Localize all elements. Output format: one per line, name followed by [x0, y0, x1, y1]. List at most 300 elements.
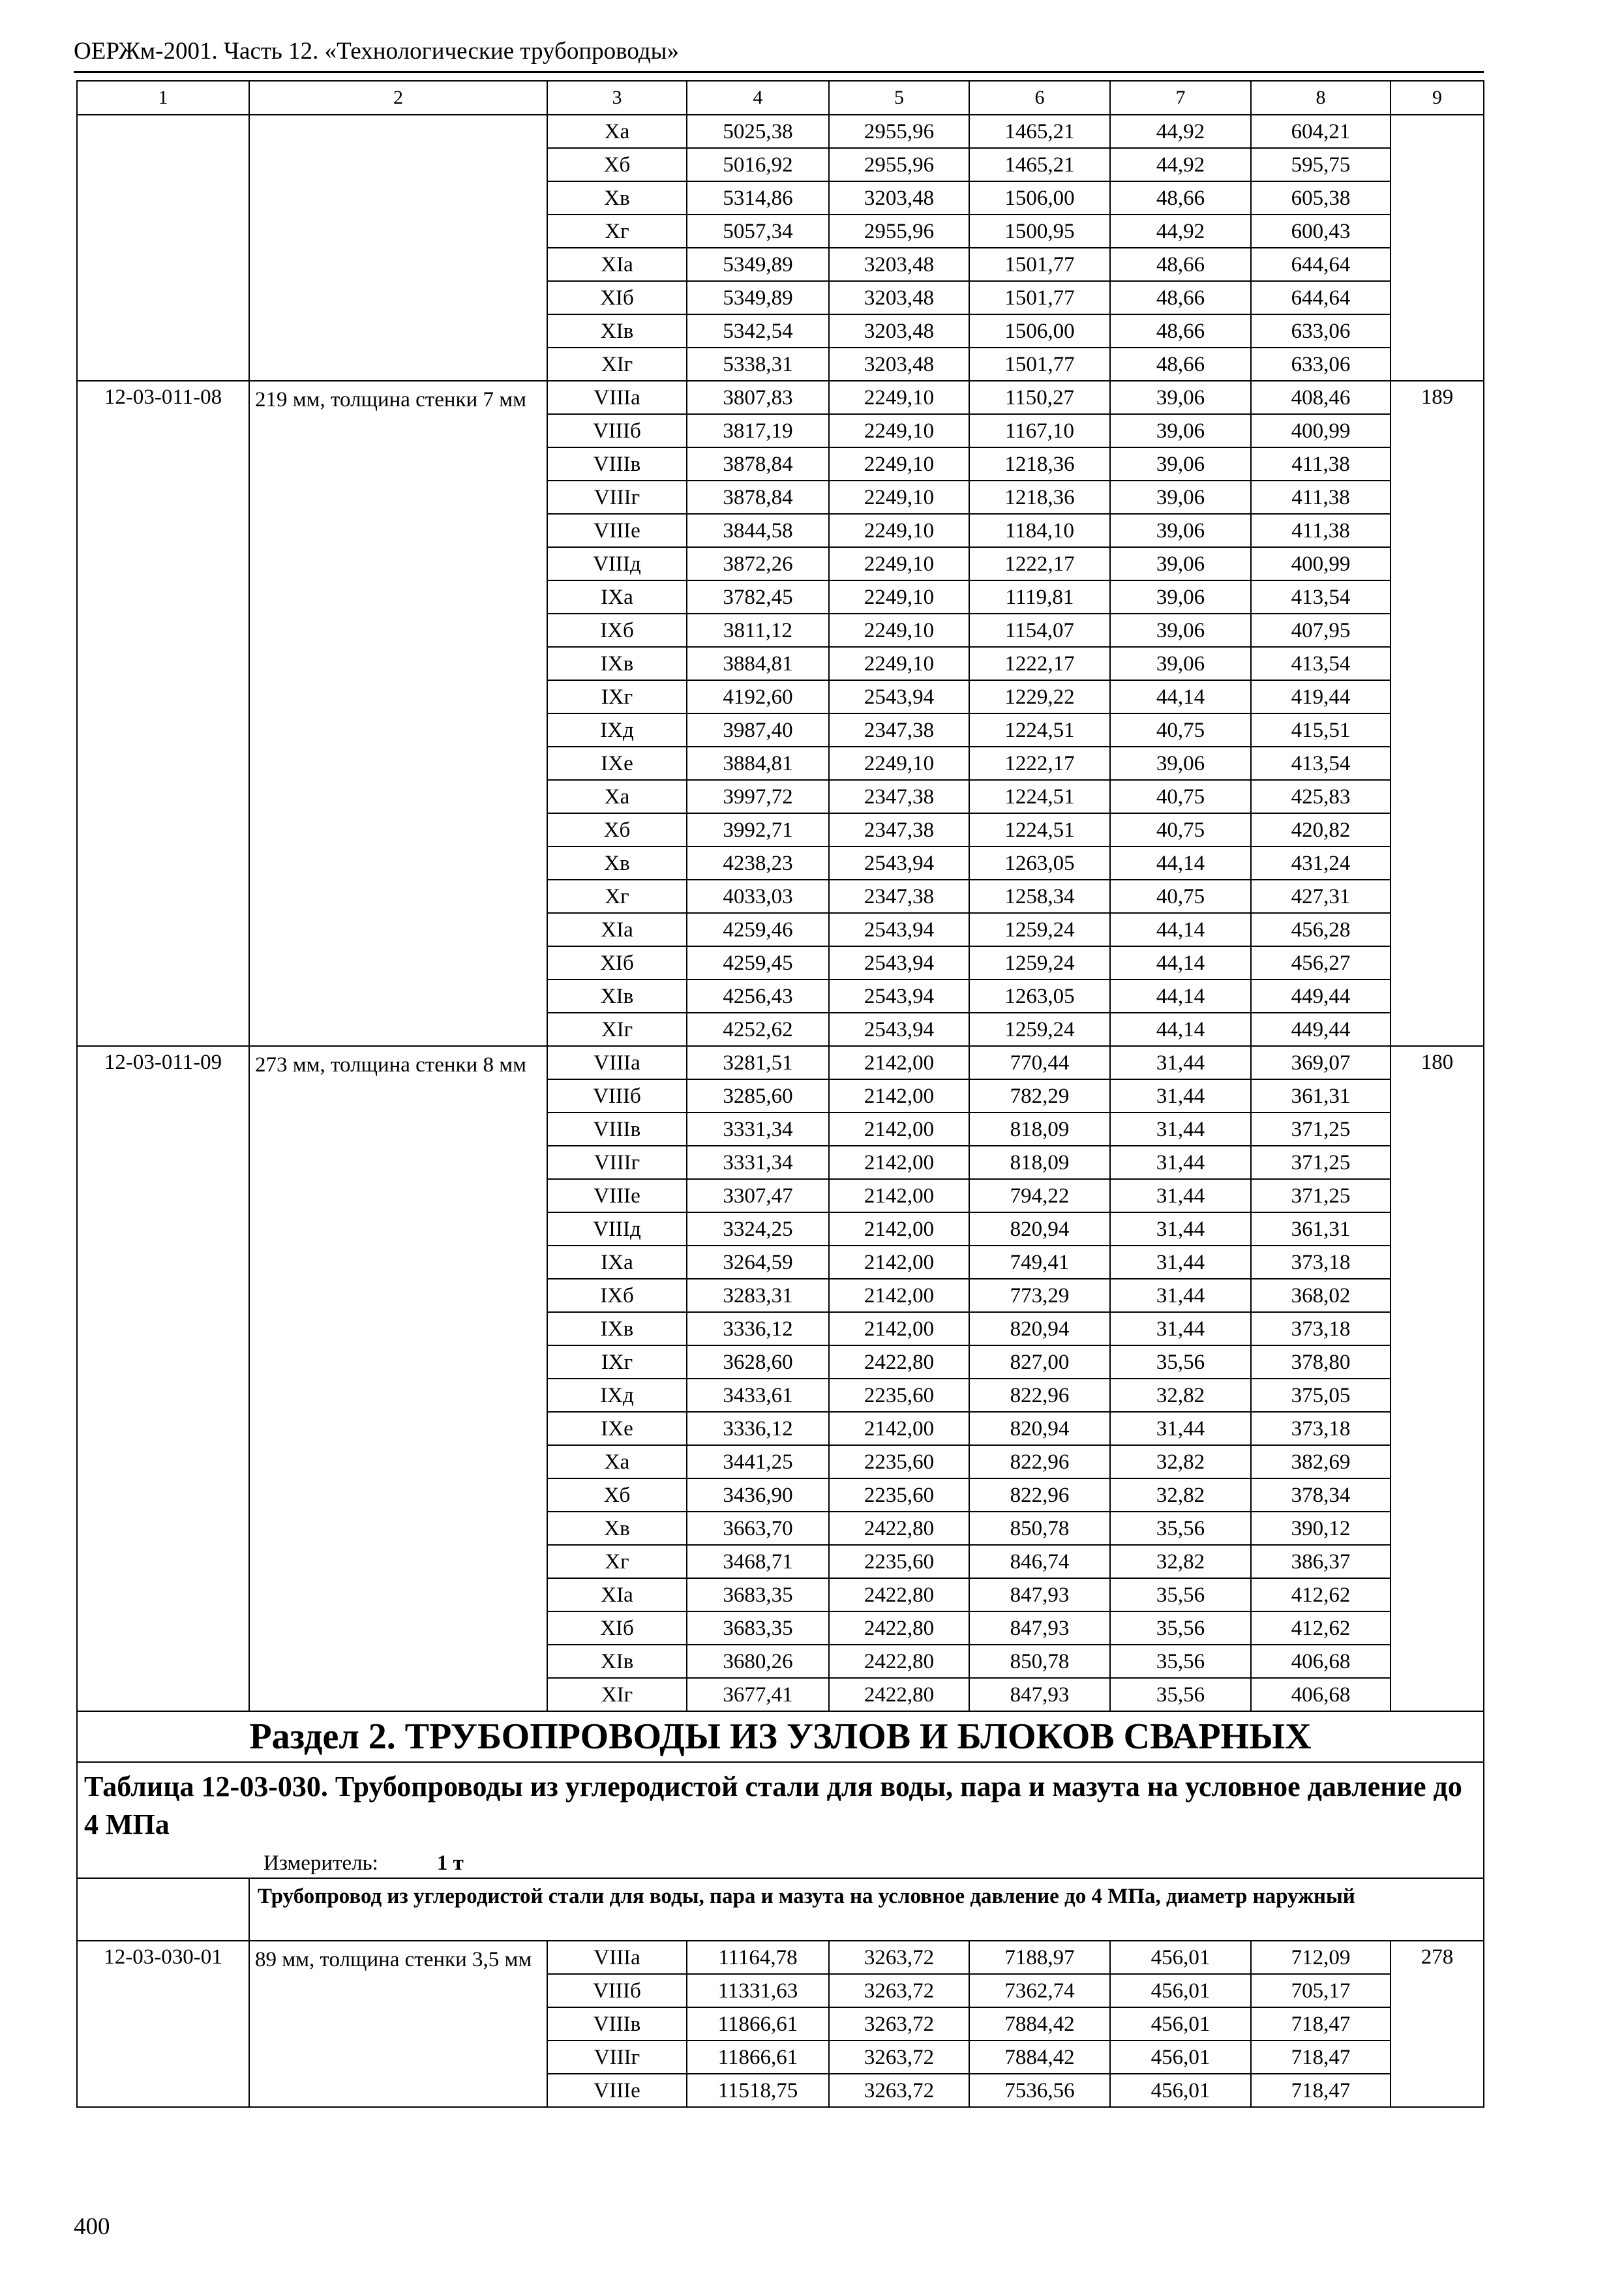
total-cost: 3436,90 [687, 1478, 829, 1512]
machine-cost: 1218,36 [969, 481, 1110, 514]
operator-wages: 31,44 [1110, 1279, 1251, 1312]
column-number: 7 [1110, 81, 1251, 115]
total-cost: 4256,43 [687, 980, 829, 1013]
materials-cost: 449,44 [1251, 1013, 1391, 1046]
operator-wages: 40,75 [1110, 713, 1251, 747]
labor-cost: 2347,38 [829, 880, 969, 913]
machine-cost: 1258,34 [969, 880, 1110, 913]
zone-code: XIг [547, 1013, 687, 1046]
labor-cost: 3263,72 [829, 2007, 969, 2041]
operator-wages: 31,44 [1110, 1146, 1251, 1179]
total-cost: 4252,62 [687, 1013, 829, 1046]
machine-cost: 1150,27 [969, 381, 1110, 414]
zone-code: VIIIе [547, 1179, 687, 1212]
labor-cost: 2249,10 [829, 614, 969, 647]
labor-hours [1391, 115, 1484, 381]
labor-cost: 2142,00 [829, 1246, 969, 1279]
total-cost: 3283,31 [687, 1279, 829, 1312]
column-number: 4 [687, 81, 829, 115]
labor-cost: 3203,48 [829, 248, 969, 281]
section-title: Раздел 2. ТРУБОПРОВОДЫ ИЗ УЗЛОВ И БЛОКОВ СВАРНЫХ [77, 1711, 1484, 1762]
page-number: 400 [74, 2213, 110, 2240]
materials-cost: 644,64 [1251, 248, 1391, 281]
zone-code: VIIIб [547, 1974, 687, 2007]
operator-wages: 39,06 [1110, 514, 1251, 547]
labor-cost: 2543,94 [829, 1013, 969, 1046]
labor-cost: 2955,96 [829, 115, 969, 148]
rate-description: 89 мм, толщина стенки 3,5 мм [249, 1941, 547, 2107]
labor-cost: 3263,72 [829, 2041, 969, 2074]
zone-code: VIIIе [547, 2074, 687, 2107]
total-cost: 3281,51 [687, 1046, 829, 1079]
labor-cost: 2249,10 [829, 580, 969, 614]
materials-cost: 605,38 [1251, 181, 1391, 215]
table-title-cell [77, 1762, 1484, 1878]
operator-wages: 31,44 [1110, 1113, 1251, 1146]
total-cost: 3285,60 [687, 1079, 829, 1113]
materials-cost: 449,44 [1251, 980, 1391, 1013]
materials-cost: 718,47 [1251, 2041, 1391, 2074]
machine-cost: 1500,95 [969, 215, 1110, 248]
labor-cost: 2142,00 [829, 1046, 969, 1079]
operator-wages: 35,56 [1110, 1345, 1251, 1379]
section-row [77, 1711, 1484, 1762]
machine-cost: 794,22 [969, 1179, 1110, 1212]
machine-cost: 770,44 [969, 1046, 1110, 1079]
zone-code: Xб [547, 813, 687, 846]
table-row [77, 115, 1484, 148]
operator-wages: 39,06 [1110, 580, 1251, 614]
machine-cost: 1222,17 [969, 747, 1110, 780]
operator-wages: 44,14 [1110, 1013, 1251, 1046]
zone-code: VIIIв [547, 2007, 687, 2041]
zone-code: XIв [547, 314, 687, 348]
zone-code: XIв [547, 980, 687, 1013]
total-cost: 11518,75 [687, 2074, 829, 2107]
rates-table [76, 80, 1484, 2108]
materials-cost: 373,18 [1251, 1312, 1391, 1345]
zone-code: VIIIa [547, 1941, 687, 1974]
machine-cost: 1119,81 [969, 580, 1110, 614]
labor-cost: 2422,80 [829, 1345, 969, 1379]
labor-cost: 2543,94 [829, 913, 969, 946]
materials-cost: 411,38 [1251, 481, 1391, 514]
total-cost: 3997,72 [687, 780, 829, 813]
labor-cost: 2249,10 [829, 447, 969, 481]
total-cost: 3782,45 [687, 580, 829, 614]
labor-cost: 2955,96 [829, 215, 969, 248]
operator-wages: 31,44 [1110, 1179, 1251, 1212]
operator-wages: 44,14 [1110, 946, 1251, 980]
zone-code: VIIIе [547, 514, 687, 547]
operator-wages: 48,66 [1110, 314, 1251, 348]
operator-wages: 39,06 [1110, 414, 1251, 447]
materials-cost: 413,54 [1251, 580, 1391, 614]
total-cost: 3324,25 [687, 1212, 829, 1246]
total-cost: 3331,34 [687, 1146, 829, 1179]
measure-value: 1 т [436, 1851, 464, 1875]
total-cost: 3817,19 [687, 414, 829, 447]
materials-cost: 368,02 [1251, 1279, 1391, 1312]
labor-cost: 2235,60 [829, 1379, 969, 1412]
materials-cost: 375,05 [1251, 1379, 1391, 1412]
machine-cost: 850,78 [969, 1512, 1110, 1545]
operator-wages: 456,01 [1110, 2041, 1251, 2074]
materials-cost: 406,68 [1251, 1645, 1391, 1678]
materials-cost: 406,68 [1251, 1678, 1391, 1711]
zone-code: IXб [547, 1279, 687, 1312]
zone-code: VIIIг [547, 481, 687, 514]
labor-cost: 2142,00 [829, 1179, 969, 1212]
operator-wages: 32,82 [1110, 1379, 1251, 1412]
rate-code [77, 115, 249, 381]
zone-code: Xв [547, 181, 687, 215]
machine-cost: 1222,17 [969, 547, 1110, 580]
total-cost: 5338,31 [687, 348, 829, 381]
labor-cost: 2543,94 [829, 846, 969, 880]
zone-code: VIIIд [547, 547, 687, 580]
subheader-text: Трубопровод из углеродистой стали для воды, пара и мазута на условное давление до 4 МПа, диаметр наружный [249, 1878, 1484, 1941]
labor-cost: 2235,60 [829, 1478, 969, 1512]
machine-cost: 1501,77 [969, 348, 1110, 381]
table-title: Таблица 12-03-030. Трубопроводы из углеродистой стали для воды, пара и мазута на условное давление до 4 МПа [84, 1771, 1462, 1840]
labor-cost: 2142,00 [829, 1212, 969, 1246]
machine-cost: 1222,17 [969, 647, 1110, 680]
materials-cost: 408,46 [1251, 381, 1391, 414]
labor-cost: 2249,10 [829, 747, 969, 780]
operator-wages: 39,06 [1110, 481, 1251, 514]
total-cost: 3677,41 [687, 1678, 829, 1711]
labor-cost: 2249,10 [829, 514, 969, 547]
rate-code: 12-03-030-01 [77, 1941, 249, 2107]
labor-cost: 2422,80 [829, 1611, 969, 1645]
machine-cost: 818,09 [969, 1146, 1110, 1179]
operator-wages: 39,06 [1110, 614, 1251, 647]
labor-hours: 180 [1391, 1046, 1484, 1711]
labor-cost: 3263,72 [829, 1941, 969, 1974]
column-number: 3 [547, 81, 687, 115]
operator-wages: 48,66 [1110, 348, 1251, 381]
operator-wages: 456,01 [1110, 1974, 1251, 2007]
operator-wages: 48,66 [1110, 181, 1251, 215]
total-cost: 5025,38 [687, 115, 829, 148]
zone-code: VIIIг [547, 1146, 687, 1179]
total-cost: 3336,12 [687, 1312, 829, 1345]
column-number: 6 [969, 81, 1110, 115]
machine-cost: 818,09 [969, 1113, 1110, 1146]
labor-cost: 2142,00 [829, 1146, 969, 1179]
total-cost: 5314,86 [687, 181, 829, 215]
zone-code: VIIIб [547, 414, 687, 447]
materials-cost: 390,12 [1251, 1512, 1391, 1545]
materials-cost: 371,25 [1251, 1146, 1391, 1179]
machine-cost: 822,96 [969, 1478, 1110, 1512]
rate-code: 12-03-011-09 [77, 1046, 249, 1711]
machine-cost: 1167,10 [969, 414, 1110, 447]
operator-wages: 32,82 [1110, 1478, 1251, 1512]
zone-code: Xa [547, 1445, 687, 1478]
materials-cost: 604,21 [1251, 115, 1391, 148]
machine-cost: 1259,24 [969, 1013, 1110, 1046]
labor-cost: 2543,94 [829, 980, 969, 1013]
labor-cost: 2249,10 [829, 481, 969, 514]
materials-cost: 371,25 [1251, 1113, 1391, 1146]
column-number: 9 [1391, 81, 1484, 115]
zone-code: Xa [547, 780, 687, 813]
total-cost: 4259,45 [687, 946, 829, 980]
operator-wages: 31,44 [1110, 1212, 1251, 1246]
zone-code: IXе [547, 747, 687, 780]
zone-code: IXa [547, 580, 687, 614]
machine-cost: 1224,51 [969, 813, 1110, 846]
labor-cost: 2235,60 [829, 1445, 969, 1478]
materials-cost: 425,83 [1251, 780, 1391, 813]
materials-cost: 718,47 [1251, 2074, 1391, 2107]
total-cost: 11866,61 [687, 2041, 829, 2074]
table-row [77, 1941, 1484, 1974]
total-cost: 3663,70 [687, 1512, 829, 1545]
zone-code: VIIIв [547, 447, 687, 481]
operator-wages: 39,06 [1110, 747, 1251, 780]
operator-wages: 44,14 [1110, 980, 1251, 1013]
machine-cost: 1259,24 [969, 913, 1110, 946]
column-number: 8 [1251, 81, 1391, 115]
total-cost: 3441,25 [687, 1445, 829, 1478]
machine-cost: 1224,51 [969, 780, 1110, 813]
machine-cost: 827,00 [969, 1345, 1110, 1379]
materials-cost: 382,69 [1251, 1445, 1391, 1478]
zone-code: XIб [547, 946, 687, 980]
operator-wages: 35,56 [1110, 1611, 1251, 1645]
machine-cost: 7884,42 [969, 2007, 1110, 2041]
total-cost: 5349,89 [687, 281, 829, 314]
machine-cost: 1224,51 [969, 713, 1110, 747]
operator-wages: 44,14 [1110, 846, 1251, 880]
operator-wages: 44,92 [1110, 115, 1251, 148]
zone-code: XIб [547, 281, 687, 314]
operator-wages: 31,44 [1110, 1246, 1251, 1279]
zone-code: IXг [547, 1345, 687, 1379]
header-divider [74, 71, 1484, 73]
machine-cost: 1229,22 [969, 680, 1110, 713]
zone-code: VIIIa [547, 381, 687, 414]
materials-cost: 413,54 [1251, 747, 1391, 780]
total-cost: 11866,61 [687, 2007, 829, 2041]
operator-wages: 48,66 [1110, 248, 1251, 281]
total-cost: 4238,23 [687, 846, 829, 880]
zone-code: XIг [547, 1678, 687, 1711]
machine-cost: 850,78 [969, 1645, 1110, 1678]
total-cost: 3992,71 [687, 813, 829, 846]
total-cost: 3811,12 [687, 614, 829, 647]
total-cost: 3878,84 [687, 447, 829, 481]
materials-cost: 718,47 [1251, 2007, 1391, 2041]
zone-code: Xв [547, 846, 687, 880]
materials-cost: 412,62 [1251, 1578, 1391, 1611]
operator-wages: 44,14 [1110, 680, 1251, 713]
operator-wages: 40,75 [1110, 813, 1251, 846]
zone-code: XIa [547, 1578, 687, 1611]
machine-cost: 846,74 [969, 1545, 1110, 1578]
materials-cost: 373,18 [1251, 1246, 1391, 1279]
measure-line [84, 1850, 1477, 1876]
materials-cost: 633,06 [1251, 348, 1391, 381]
labor-cost: 3263,72 [829, 1974, 969, 2007]
materials-cost: 378,80 [1251, 1345, 1391, 1379]
total-cost: 3878,84 [687, 481, 829, 514]
machine-cost: 1506,00 [969, 181, 1110, 215]
total-cost: 4259,46 [687, 913, 829, 946]
materials-cost: 361,31 [1251, 1079, 1391, 1113]
materials-cost: 371,25 [1251, 1179, 1391, 1212]
materials-cost: 644,64 [1251, 281, 1391, 314]
machine-cost: 1465,21 [969, 115, 1110, 148]
labor-cost: 2249,10 [829, 647, 969, 680]
zone-code: XIa [547, 248, 687, 281]
materials-cost: 411,38 [1251, 447, 1391, 481]
operator-wages: 39,06 [1110, 447, 1251, 481]
rate-code: 12-03-011-08 [77, 381, 249, 1046]
operator-wages: 39,06 [1110, 547, 1251, 580]
labor-cost: 2347,38 [829, 813, 969, 846]
rates-table-body [77, 81, 1484, 2107]
materials-cost: 415,51 [1251, 713, 1391, 747]
total-cost: 3683,35 [687, 1611, 829, 1645]
operator-wages: 32,82 [1110, 1445, 1251, 1478]
machine-cost: 1506,00 [969, 314, 1110, 348]
total-cost: 3628,60 [687, 1345, 829, 1379]
zone-code: Xг [547, 1545, 687, 1578]
materials-cost: 419,44 [1251, 680, 1391, 713]
machine-cost: 7884,42 [969, 2041, 1110, 2074]
materials-cost: 386,37 [1251, 1545, 1391, 1578]
materials-cost: 705,17 [1251, 1974, 1391, 2007]
zone-code: Xг [547, 880, 687, 913]
zone-code: IXa [547, 1246, 687, 1279]
total-cost: 3680,26 [687, 1645, 829, 1678]
labor-cost: 2347,38 [829, 713, 969, 747]
labor-cost: 2142,00 [829, 1113, 969, 1146]
operator-wages: 40,75 [1110, 780, 1251, 813]
column-number-row [77, 81, 1484, 115]
machine-cost: 782,29 [969, 1079, 1110, 1113]
operator-wages: 32,82 [1110, 1545, 1251, 1578]
rate-description: 219 мм, толщина стенки 7 мм [249, 381, 547, 1046]
total-cost: 3807,83 [687, 381, 829, 414]
column-number: 1 [77, 81, 249, 115]
zone-code: VIIIв [547, 1113, 687, 1146]
machine-cost: 7362,74 [969, 1974, 1110, 2007]
machine-cost: 820,94 [969, 1312, 1110, 1345]
zone-code: VIIIд [547, 1212, 687, 1246]
operator-wages: 31,44 [1110, 1412, 1251, 1445]
labor-cost: 2235,60 [829, 1545, 969, 1578]
materials-cost: 456,27 [1251, 946, 1391, 980]
zone-code: VIIIб [547, 1079, 687, 1113]
total-cost: 3683,35 [687, 1578, 829, 1611]
materials-cost: 361,31 [1251, 1212, 1391, 1246]
zone-code: VIIIг [547, 2041, 687, 2074]
total-cost: 3872,26 [687, 547, 829, 580]
machine-cost: 749,41 [969, 1246, 1110, 1279]
operator-wages: 35,56 [1110, 1678, 1251, 1711]
operator-wages: 35,56 [1110, 1578, 1251, 1611]
labor-hours: 278 [1391, 1941, 1484, 2107]
operator-wages: 48,66 [1110, 281, 1251, 314]
materials-cost: 427,31 [1251, 880, 1391, 913]
machine-cost: 1259,24 [969, 946, 1110, 980]
machine-cost: 1184,10 [969, 514, 1110, 547]
subheader-blank [77, 1878, 249, 1941]
materials-cost: 633,06 [1251, 314, 1391, 348]
zone-code: IXв [547, 1312, 687, 1345]
machine-cost: 7536,56 [969, 2074, 1110, 2107]
operator-wages: 39,06 [1110, 647, 1251, 680]
machine-cost: 847,93 [969, 1611, 1110, 1645]
total-cost: 5057,34 [687, 215, 829, 248]
zone-code: XIa [547, 913, 687, 946]
materials-cost: 712,09 [1251, 1941, 1391, 1974]
operator-wages: 39,06 [1110, 381, 1251, 414]
operator-wages: 456,01 [1110, 2074, 1251, 2107]
rate-description: 273 мм, толщина стенки 8 мм [249, 1046, 547, 1711]
machine-cost: 1501,77 [969, 248, 1110, 281]
materials-cost: 420,82 [1251, 813, 1391, 846]
zone-code: IXб [547, 614, 687, 647]
materials-cost: 595,75 [1251, 148, 1391, 181]
zone-code: XIб [547, 1611, 687, 1645]
machine-cost: 1218,36 [969, 447, 1110, 481]
materials-cost: 431,24 [1251, 846, 1391, 880]
table-title-row [77, 1762, 1484, 1878]
labor-cost: 3203,48 [829, 181, 969, 215]
total-cost: 5016,92 [687, 148, 829, 181]
labor-cost: 2249,10 [829, 547, 969, 580]
operator-wages: 456,01 [1110, 1941, 1251, 1974]
labor-cost: 2422,80 [829, 1578, 969, 1611]
labor-cost: 3263,72 [829, 2074, 969, 2107]
zone-code: IXд [547, 713, 687, 747]
zone-code: Xa [547, 115, 687, 148]
table-row [77, 381, 1484, 414]
labor-cost: 2142,00 [829, 1079, 969, 1113]
materials-cost: 412,62 [1251, 1611, 1391, 1645]
machine-cost: 1263,05 [969, 846, 1110, 880]
labor-cost: 2422,80 [829, 1512, 969, 1545]
materials-cost: 400,99 [1251, 414, 1391, 447]
materials-cost: 411,38 [1251, 514, 1391, 547]
labor-cost: 2249,10 [829, 381, 969, 414]
zone-code: XIв [547, 1645, 687, 1678]
machine-cost: 822,96 [969, 1379, 1110, 1412]
machine-cost: 7188,97 [969, 1941, 1110, 1974]
running-header: ОЕРЖм-2001. Часть 12. «Технологические трубопроводы» [74, 38, 679, 65]
total-cost: 3331,34 [687, 1113, 829, 1146]
machine-cost: 820,94 [969, 1212, 1110, 1246]
labor-cost: 2543,94 [829, 946, 969, 980]
operator-wages: 31,44 [1110, 1312, 1251, 1345]
materials-cost: 369,07 [1251, 1046, 1391, 1079]
labor-hours: 189 [1391, 381, 1484, 1046]
total-cost: 4033,03 [687, 880, 829, 913]
zone-code: XIг [547, 348, 687, 381]
labor-cost: 3203,48 [829, 314, 969, 348]
materials-cost: 400,99 [1251, 547, 1391, 580]
zone-code: IXд [547, 1379, 687, 1412]
machine-cost: 1501,77 [969, 281, 1110, 314]
labor-cost: 2142,00 [829, 1412, 969, 1445]
operator-wages: 44,14 [1110, 913, 1251, 946]
